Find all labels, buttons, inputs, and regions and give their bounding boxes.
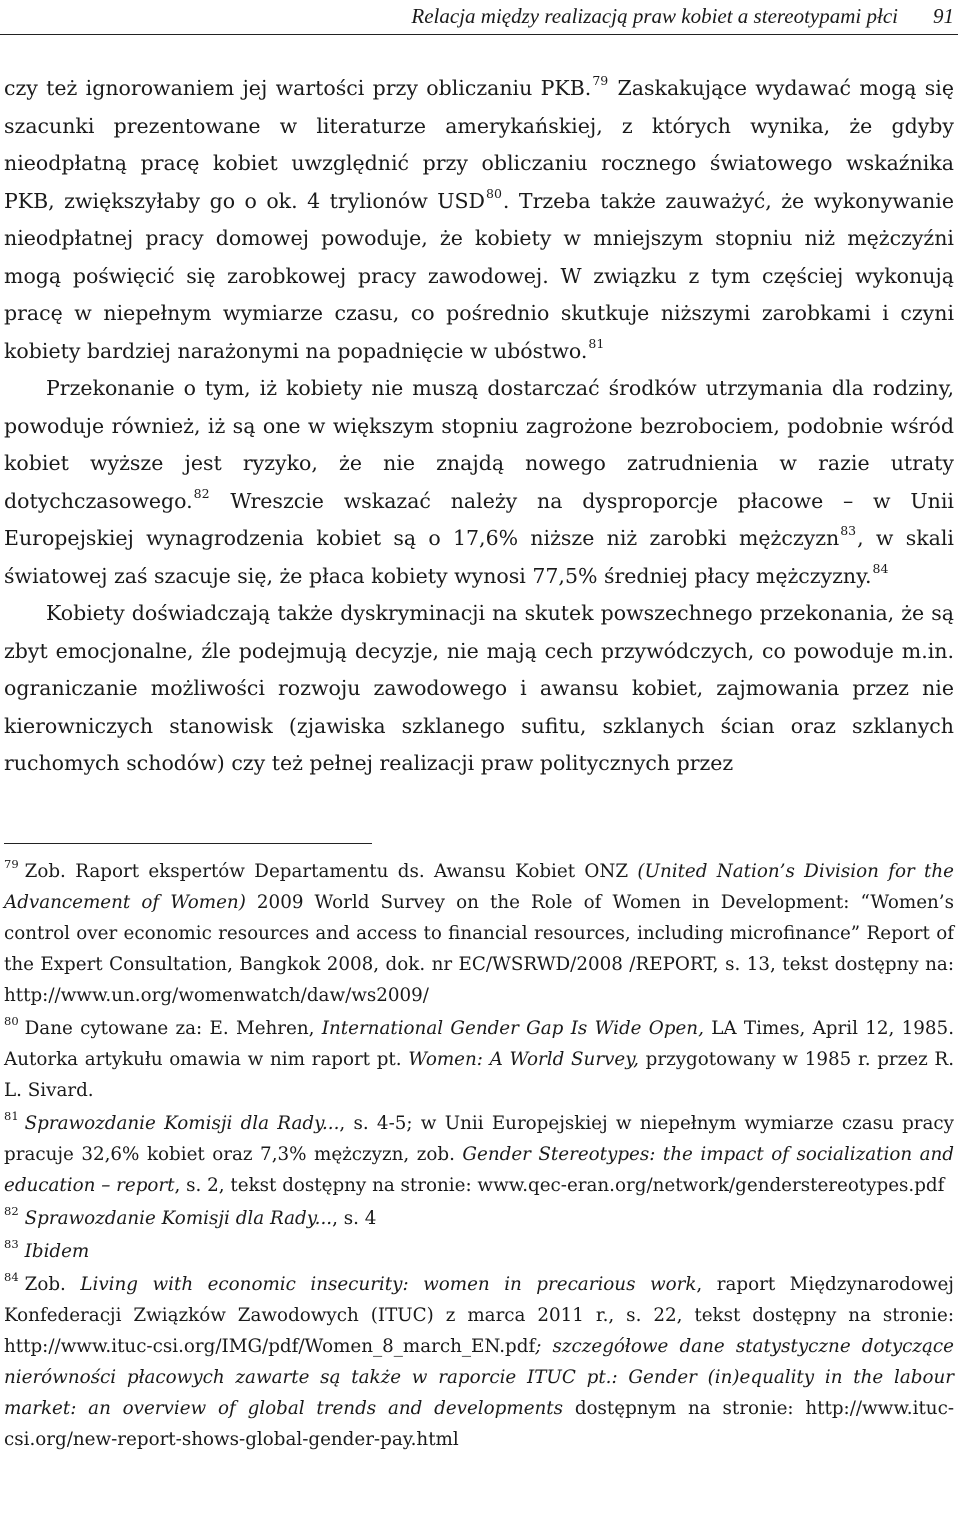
page-number: 91	[933, 4, 954, 28]
paragraph	[4, 595, 954, 783]
italic-span: Ibidem	[24, 1241, 90, 1262]
italic-span: Sprawozdanie Komisji dla Rady...	[24, 1113, 340, 1134]
italic-span: ; szczegółowe dane statystyczne dotyczące nierówności płacowych zawarte są także w raporcie ITUC pt.: Gender (in)equality in the labour market: an overview of global trends and developments	[4, 1336, 954, 1419]
paragraph	[4, 70, 954, 370]
text-span: , raport Międzynarodowej Konfederacji Związków Zawodowych (ITUC) z marca 2011 r., s. 22, tekst dostępny na stronie: http://www.ituc-csi.org/IMG/pdf/Women_8_march_EN.pdf	[4, 1274, 954, 1357]
text-span: Zob. Raport ekspertów Departamentu ds. Awansu Kobiet ONZ	[24, 861, 638, 882]
text-span: Kobiety doświadczają także dyskryminacji na skutek powszechnego przekonania, że są zbyt emocjonalne, źle podejmują decyzje, nie mają cech przywódczych, co powoduje m.in. ograniczanie możliwości rozwoju zawodowego i awansu kobiet, zajmowania przez nie kierowniczych stanowisk (zjawiska szklanego sufitu, szklanych ścian oraz szklanych ruchomych schodów) czy też pełnej realizacji praw politycznych przez	[4, 601, 954, 775]
footnote-82	[4, 1203, 954, 1234]
italic-span: (United Nation’s Division for the Advancement of Women)	[4, 861, 954, 913]
footnote-79	[4, 856, 954, 1011]
text-span: LA Times, April 12, 1985. Autorka artykułu omawia w nim raport pt.	[4, 1018, 955, 1070]
footnote-separator	[4, 843, 372, 844]
footnote-ref[interactable]: 82	[193, 485, 210, 501]
text-span: Zaskakujące wydawać mogą się szacunki prezentowane w literaturze amerykańskiej, z których wynika, że gdyby nieodpłatną pracę kobiet uwzględnić przy obliczaniu rocznego światowego wskaźnika PKB, zwiększyłaby go o ok. 4 trylionów USD	[4, 76, 954, 213]
text-span: , s. 4-5; w Unii Europejskiej w niepełnym wymiarze czasu pracy pracuje 32,6% kobiet oraz 7,3% mężczyzn, zob.	[4, 1113, 954, 1165]
footnote-number: 83	[4, 1237, 19, 1251]
footnote-ref[interactable]: 79	[592, 73, 609, 88]
footnote-number: 80	[4, 1014, 19, 1028]
footnote-80	[4, 1013, 954, 1106]
footnote-number: 82	[4, 1204, 19, 1218]
footnote-number: 81	[4, 1109, 19, 1123]
text-span: czy też ignorowaniem jej wartości przy obliczaniu PKB.	[4, 76, 592, 100]
text-span: Przekonanie o tym, iż kobiety nie muszą dostarczać środków utrzymania dla rodziny, powoduje również, iż są one w większym stopniu zagrożone bezrobociem, podobnie wśród kobiet wyższe jest ryzyko, że nie znajdą nowego zatrudnienia w razie utraty dotychczasowego.	[4, 376, 954, 513]
text-span: Zob.	[24, 1274, 81, 1295]
text-span: przygotowany w 1985 r. przez R. L. Sivard.	[4, 1049, 955, 1101]
text-span: Wreszcie wskazać należy na dysproporcje płacowe – w Unii Europejskiej wynagrodzenia kobiet są o 17,6% niższe niż zarobki mężczyzn	[4, 488, 954, 550]
footnote-number: 79	[4, 857, 19, 871]
paragraph	[4, 370, 954, 595]
italic-span: Sprawozdanie Komisji dla Rady...	[24, 1208, 333, 1229]
text-span: , w skali światowej zaś szacuje się, że płaca kobiety wynosi 77,5% średniej płacy mężczyzny.	[4, 526, 954, 588]
footnote-83	[4, 1236, 954, 1267]
footnote-ref[interactable]: 84	[872, 560, 889, 576]
footnotes	[4, 856, 954, 1457]
footnote-ref[interactable]: 81	[588, 335, 605, 351]
footnote-number: 84	[4, 1270, 19, 1284]
text-span: Dane cytowane za: E. Mehren,	[24, 1018, 322, 1039]
text-span: , s. 2, tekst dostępny na stronie: www.qec-eran.org/network/genderstereotypes.pdf	[174, 1175, 945, 1196]
body-text	[4, 70, 954, 783]
running-title: Relacja między realizacją praw kobiet a stereotypami płci	[411, 4, 898, 28]
italic-span: Living with economic insecurity: women in precarious work	[80, 1274, 697, 1295]
italic-span: Gender Stereotypes: the impact of socialization and education – report	[4, 1144, 955, 1196]
footnote-ref[interactable]: 83	[840, 523, 857, 538]
text-span: , s. 4	[332, 1208, 377, 1229]
running-header	[0, 2, 958, 35]
footnote-81	[4, 1108, 954, 1201]
text-span: 2009 World Survey on the Role of Women in Development: “Women’s control over economic resources and access to financial resources, including microfinance” Report of the Expert Consultation, Bangkok 2008, dok. nr EC/WSRWD/2008 /REPORT, s. 13, tekst dostępny na: http://www.un.org/womenwatch/daw/ws2009/	[4, 892, 954, 1006]
footnote-84	[4, 1269, 954, 1455]
footnote-ref[interactable]: 80	[486, 185, 502, 201]
italic-span: International Gender Gap Is Wide Open,	[321, 1018, 704, 1039]
text-span: dostępnym na stronie: http://www.ituc-csi.org/new-report-shows-global-gender-pay.html	[4, 1398, 954, 1450]
text-span: . Trzeba także zauważyć, że wykonywanie nieodpłatnej pracy domowej powoduje, że kobiety w mniejszym stopniu niż mężczyźni mogą poświęcić się zarobkowej pracy zawodowej. W związku z tym częściej wykonują pracę w niepełnym wymiarze czasu, co pośrednio skutkuje niższymi zarobkami i czyni kobiety bardziej narażonymi na popadnięcie w ubóstwo.	[4, 188, 954, 363]
italic-span: Women: A World Survey,	[408, 1049, 639, 1070]
